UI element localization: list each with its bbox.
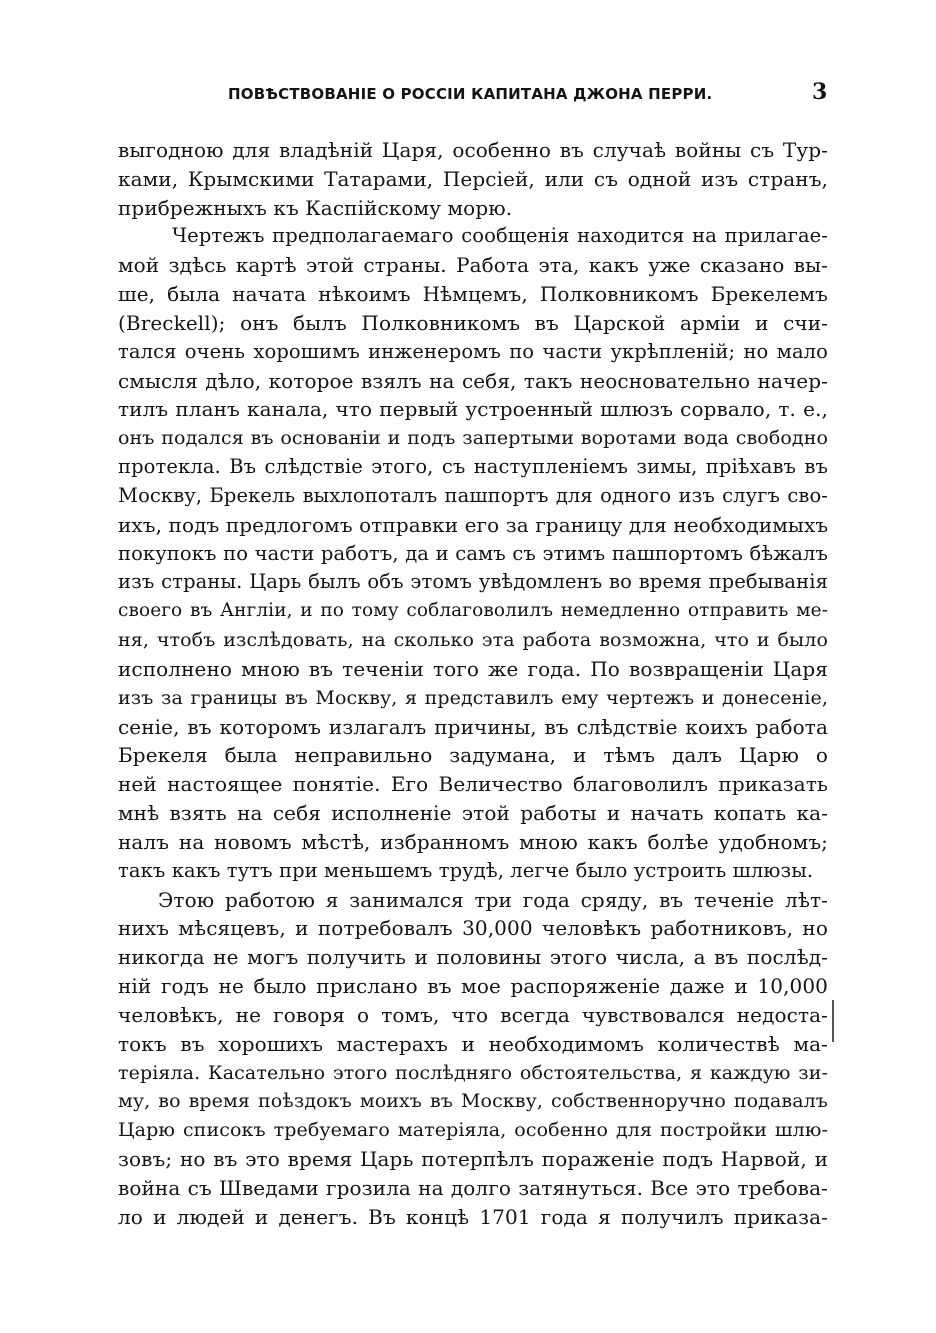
text-line: ло и людей и денегъ. Въ концѣ 1701 года я получилъ приказа-	[118, 1204, 828, 1229]
text-line: выгодною для владѣній Царя, особенно въ случаѣ войны съ Тур-	[118, 138, 828, 162]
text-line: война съ Шведами грозила на долго затянуться. Все это требова-	[118, 1175, 828, 1200]
text-line: ше, была начата нѣкоимъ Нѣмцемъ, Полковникомъ Брекелемъ	[118, 282, 828, 307]
body-text	[118, 136, 828, 1231]
text-line: человѣкъ, не говоря о томъ, что всегда чувствовался недоста-	[118, 1002, 828, 1027]
text-line: протекла. Въ слѣдствіе этого, съ наступленіемъ зимы, пріѣхавъ въ	[118, 455, 828, 479]
text-line: Царю списокъ требуемаго матеріяла, особенно для постройки шлю-	[118, 1119, 828, 1142]
text-line: тался очень хорошимъ инженеромъ по части укрѣпленій; но мало	[118, 339, 828, 363]
text-line: изъ страны. Царь былъ объ этомъ увѣдомленъ во время пребыванія	[118, 570, 828, 594]
text-line: му, во время поѣздокъ моихъ въ Москву, собственноручно подавалъ	[118, 1090, 828, 1113]
text-line: Брекеля была неправильно задумана, и тѣмъ далъ Царю о	[118, 743, 828, 768]
text-line: мнѣ взять на себя исполненіе этой работы и начать копать ка-	[118, 801, 828, 826]
text-line: тилъ планъ канала, что первый устроенный шлюзъ сорвало, т. е.,	[118, 397, 828, 422]
text-line: онъ подался въ основаніи и подъ запертыми воротами вода свободно	[118, 427, 828, 450]
text-line: исполнено мною въ теченіи того же года. По возвращеніи Царя	[118, 656, 828, 681]
text-line: зовъ; но въ это время Царь потерпѣлъ пораженіе подъ Нарвой, и	[118, 1146, 828, 1171]
text-line: Москву, Брекель выхлопоталъ пашпортъ для одного изъ слугъ сво-	[118, 483, 828, 507]
text-line: изъ за границы въ Москву, я представилъ ему чертежъ и донесеніе,	[118, 686, 828, 709]
text-line: ней настоящее понятіе. Его Величество благоволилъ приказать	[118, 772, 828, 797]
page-number: 3	[812, 79, 828, 105]
text-line: покупокъ по части работъ, да и самъ съ этимъ пашпортомъ бѣжалъ	[118, 541, 828, 565]
text-line: токъ въ хорошихъ мастерахъ и необходимомъ количествѣ ма-	[118, 1031, 828, 1056]
text-line: сеніе, въ которомъ излагалъ причины, въ слѣдствіе коихъ работа	[118, 714, 828, 739]
text-line: (Breckell); онъ былъ Полковникомъ въ Царской арміи и счи-	[118, 310, 828, 335]
margin-mark	[832, 1000, 834, 1042]
text-line: ихъ, подъ предлогомъ отправки его за границу для необходимыхъ	[118, 512, 829, 537]
text-line: такъ какъ тутъ при меньшемъ трудѣ, легче было устроить шлюзы.	[118, 858, 814, 882]
text-line: теріяла. Касательно этого послѣдняго обстоятельства, я каждую зи-	[118, 1061, 828, 1084]
text-line: ня, чтобъ изслѣдовать, на сколько эта работа возможна, что и было	[118, 629, 828, 652]
text-line: налъ на новомъ мѣстѣ, избранномъ мною какъ болѣе удобномъ;	[118, 829, 828, 854]
text-line: своего въ Англіи, и по тому соблаговолилъ немедленно отправить ме-	[118, 600, 828, 622]
text-line: мой здѣсь картѣ этой страны. Работа эта, какъ уже сказано вы-	[118, 253, 828, 278]
text-line: прибрежныхъ къ Каспійскому морю.	[118, 195, 513, 220]
running-header: ПОВѢСТВОВАНІЕ О РОССІИ КАПИТАНА ДЖОНА ПЕРРИ.	[228, 85, 713, 103]
text-line: смысля дѣло, которое взялъ на себя, такъ неосновательно начер-	[118, 368, 828, 393]
text-line: Чертежъ предполагаемаго сообщенія находится на прилагае-	[172, 224, 828, 248]
text-line: Этою работою я занимался три года сряду, въ теченіе лѣт-	[158, 887, 828, 912]
text-line: никогда не могъ получить и половины этого числа, а въ послѣд-	[118, 945, 828, 970]
text-line: ній годъ не было прислано въ мое распоряженіе даже и 10,000	[118, 974, 828, 999]
text-line: ками, Крымскими Татарами, Персіей, или съ одной изъ странъ,	[118, 166, 828, 191]
text-line: нихъ мѣсяцевъ, и потребовалъ 30,000 человѣкъ работниковъ, но	[118, 916, 828, 941]
